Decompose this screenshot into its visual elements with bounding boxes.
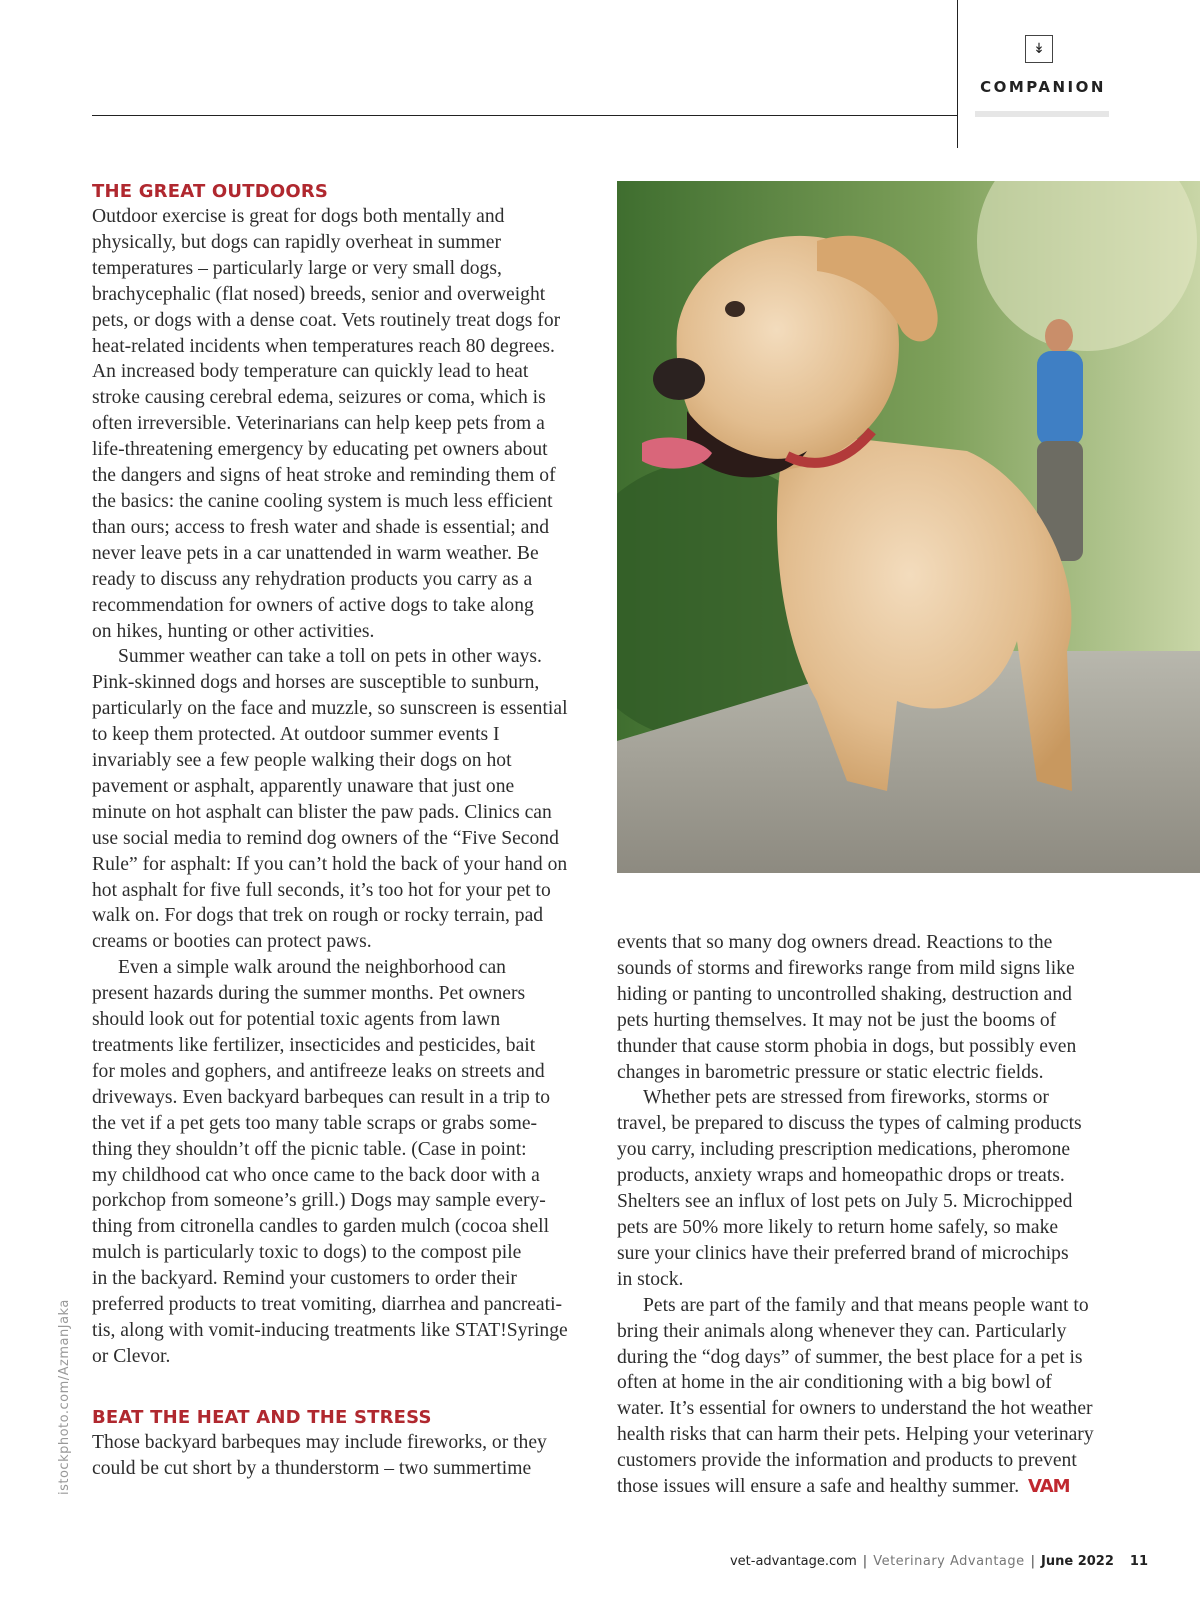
footer-separator: |	[862, 1554, 868, 1569]
text-line: sounds of storms and fireworks range from mild signs like	[617, 957, 1075, 979]
vam-end-logo: VAM	[1028, 1476, 1070, 1498]
footer-date: June 2022	[1041, 1554, 1114, 1569]
footer-separator: |	[1030, 1554, 1036, 1569]
paragraph-1	[92, 204, 587, 644]
paragraph-4	[92, 1430, 587, 1482]
text-line: ready to discuss any rehydration products you carry as a	[92, 568, 533, 590]
text-line: driveways. Even backyard barbeques can result in a trip to	[92, 1086, 551, 1108]
paragraph-2	[92, 644, 587, 955]
text-line: Outdoor exercise is great for dogs both mentally and	[92, 206, 505, 227]
text-line: water. It’s essential for owners to understand the hot weather	[617, 1398, 1093, 1420]
text-line: the vet if a pet gets too many table scraps or grabs some-	[92, 1112, 538, 1134]
text-line: my childhood cat who once came to the back door with a	[92, 1164, 540, 1186]
text-line: thing they shouldn’t off the picnic table. (Case in point:	[92, 1138, 527, 1160]
text-line: pets hurting themselves. It may not be just the booms of	[617, 1009, 1057, 1031]
text-line: pets are 50% more likely to return home safely, so make	[617, 1216, 1059, 1238]
text-line: use social media to remind dog owners of the “Five Second	[92, 827, 559, 849]
text-line: during the “dog days” of summer, the best place for a pet is	[617, 1346, 1083, 1368]
heading-beat-the-heat: BEAT THE HEAT AND THE STRESS	[92, 1406, 432, 1428]
text-line: never leave pets in a car unattended in warm weather. Be	[92, 542, 539, 564]
text-line: brachycephalic (flat nosed) breeds, senior and overweight	[92, 283, 546, 305]
text-line: often irreversible. Veterinarians can help keep pets from a	[92, 413, 545, 435]
text-line: often at home in the air conditioning with a big bowl of	[617, 1372, 1052, 1394]
text-line: Whether pets are stressed from fireworks, storms or	[643, 1087, 1049, 1109]
text-line: invariably see a few people walking their dogs on hot	[92, 750, 512, 772]
text-line: customers provide the information and products to prevent	[617, 1450, 1077, 1472]
text-line: in the backyard. Remind your customers to order their	[92, 1268, 517, 1290]
paragraph-7	[617, 1293, 1112, 1500]
footer	[730, 1554, 1148, 1569]
article-column-right	[617, 930, 1112, 1500]
text-line: the basics: the canine cooling system is much less efficient	[92, 490, 553, 512]
text-line: hiding or panting to uncontrolled shaking, destruction and	[617, 983, 1072, 1005]
text-line: Summer weather can take a toll on pets in other ways.	[118, 646, 542, 668]
text-line: you carry, including prescription medications, pheromone	[617, 1139, 1071, 1161]
text-line: Shelters see an influx of lost pets on July 5. Microchipped	[617, 1191, 1073, 1213]
text-line: for moles and gophers, and antifreeze leaks on streets and	[92, 1060, 545, 1082]
text-line: changes in barometric pressure or static electric fields.	[617, 1061, 1044, 1083]
text-line: pavement or asphalt, apparently unaware that just one	[92, 775, 515, 797]
text-line: heat-related incidents when temperatures reach 80 degrees.	[92, 335, 555, 357]
text-line: events that so many dog owners dread. Reactions to the	[617, 932, 1053, 953]
text-line: porkchop from someone’s grill.) Dogs may sample every-	[92, 1190, 546, 1212]
text-line: the dangers and signs of heat stroke and reminding them of	[92, 465, 556, 487]
text-line: could be cut short by a thunderstorm – two summertime	[92, 1457, 532, 1479]
text-line: than ours; access to fresh water and shade is essential; and	[92, 516, 550, 538]
article-column-left	[92, 180, 587, 1482]
text-line: preferred products to treat vomiting, diarrhea and pancreati-	[92, 1294, 563, 1316]
text-line: those issues will ensure a safe and healthy summer. VAM	[617, 1474, 1112, 1500]
text-line: present hazards during the summer months. Pet owners	[92, 983, 526, 1005]
text-line: travel, be prepared to discuss the types of calming products	[617, 1113, 1082, 1135]
text-line: sure your clinics have their preferred brand of microchips	[617, 1242, 1069, 1264]
text-line: Even a simple walk around the neighborhood can	[118, 957, 506, 979]
text-line: recommendation for owners of active dogs to take along	[92, 594, 534, 616]
text-line: creams or booties can protect paws.	[92, 931, 372, 953]
text-line: treatments like fertilizer, insecticides and pesticides, bait	[92, 1035, 536, 1056]
heading-great-outdoors: THE GREAT OUTDOORS	[92, 181, 329, 202]
text-line: pets, or dogs with a dense coat. Vets routinely treat dogs for	[92, 309, 561, 331]
text-line: life-threatening emergency by educating pet owners about	[92, 439, 548, 461]
text-line: bring their animals along whenever they can. Particularly	[617, 1320, 1067, 1342]
dog-photo	[617, 181, 1200, 873]
text-line: Pink-skinned dogs and horses are susceptible to sunburn,	[92, 672, 540, 694]
text-line: physically, but dogs can rapidly overheat in summer	[92, 231, 502, 253]
text-line: to keep them protected. At outdoor summer events I	[92, 724, 500, 746]
text-line: mulch is particularly toxic to dogs) to the compost pile	[92, 1242, 522, 1264]
paragraph-6	[617, 1085, 1112, 1292]
text-line: stroke causing cerebral edema, seizures or coma, which is	[92, 387, 546, 409]
paragraph-3	[92, 955, 587, 1370]
text-line: minute on hot asphalt can blister the paw pads. Clinics can	[92, 801, 552, 823]
text-line: thunder that cause storm phobia in dogs, but possibly even	[617, 1035, 1077, 1057]
double-chevron-down-icon: ↡	[1025, 35, 1053, 63]
text-line: temperatures – particularly large or very small dogs,	[92, 257, 502, 279]
text-line: products, anxiety wraps and homeopathic drops or treats.	[617, 1165, 1065, 1187]
text-line: tis, along with vomit-inducing treatments like STAT!Syringe	[92, 1319, 568, 1341]
text-line: Pets are part of the family and that means people want to	[643, 1294, 1089, 1316]
text-line: hot asphalt for five full seconds, it’s too hot for your pet to	[92, 879, 551, 901]
footer-publication: Veterinary Advantage	[873, 1554, 1025, 1569]
paragraph-5	[617, 930, 1112, 1085]
text-line: particularly on the face and muzzle, so sunscreen is essential	[92, 698, 568, 720]
photo-credit: istockphoto.com/AzmanJaka	[57, 1299, 72, 1495]
text-line: Rule” for asphalt: If you can’t hold the back of your hand on	[92, 853, 568, 875]
page-number: 11	[1129, 1554, 1148, 1569]
section-underbar	[975, 111, 1109, 117]
header-rule	[92, 115, 958, 116]
text-line: should look out for potential toxic agents from lawn	[92, 1009, 501, 1031]
text-line: on hikes, hunting or other activities.	[92, 620, 375, 642]
footer-site: vet-advantage.com	[729, 1554, 857, 1569]
text-line: health risks that can harm their pets. Helping your veterinary	[617, 1424, 1094, 1446]
header-vertical-rule	[957, 0, 958, 148]
text-line: or Clevor.	[92, 1345, 171, 1367]
text-line: Those backyard barbeques may include fireworks, or they	[92, 1431, 547, 1453]
text-line: An increased body temperature can quickly lead to heat	[92, 361, 529, 383]
text-line: thing from citronella candles to garden mulch (cocoa shell	[92, 1216, 550, 1238]
text-line: in stock.	[617, 1268, 684, 1290]
text-line: walk on. For dogs that trek on rough or rocky terrain, pad	[92, 905, 544, 927]
section-label: COMPANION	[980, 78, 1106, 96]
